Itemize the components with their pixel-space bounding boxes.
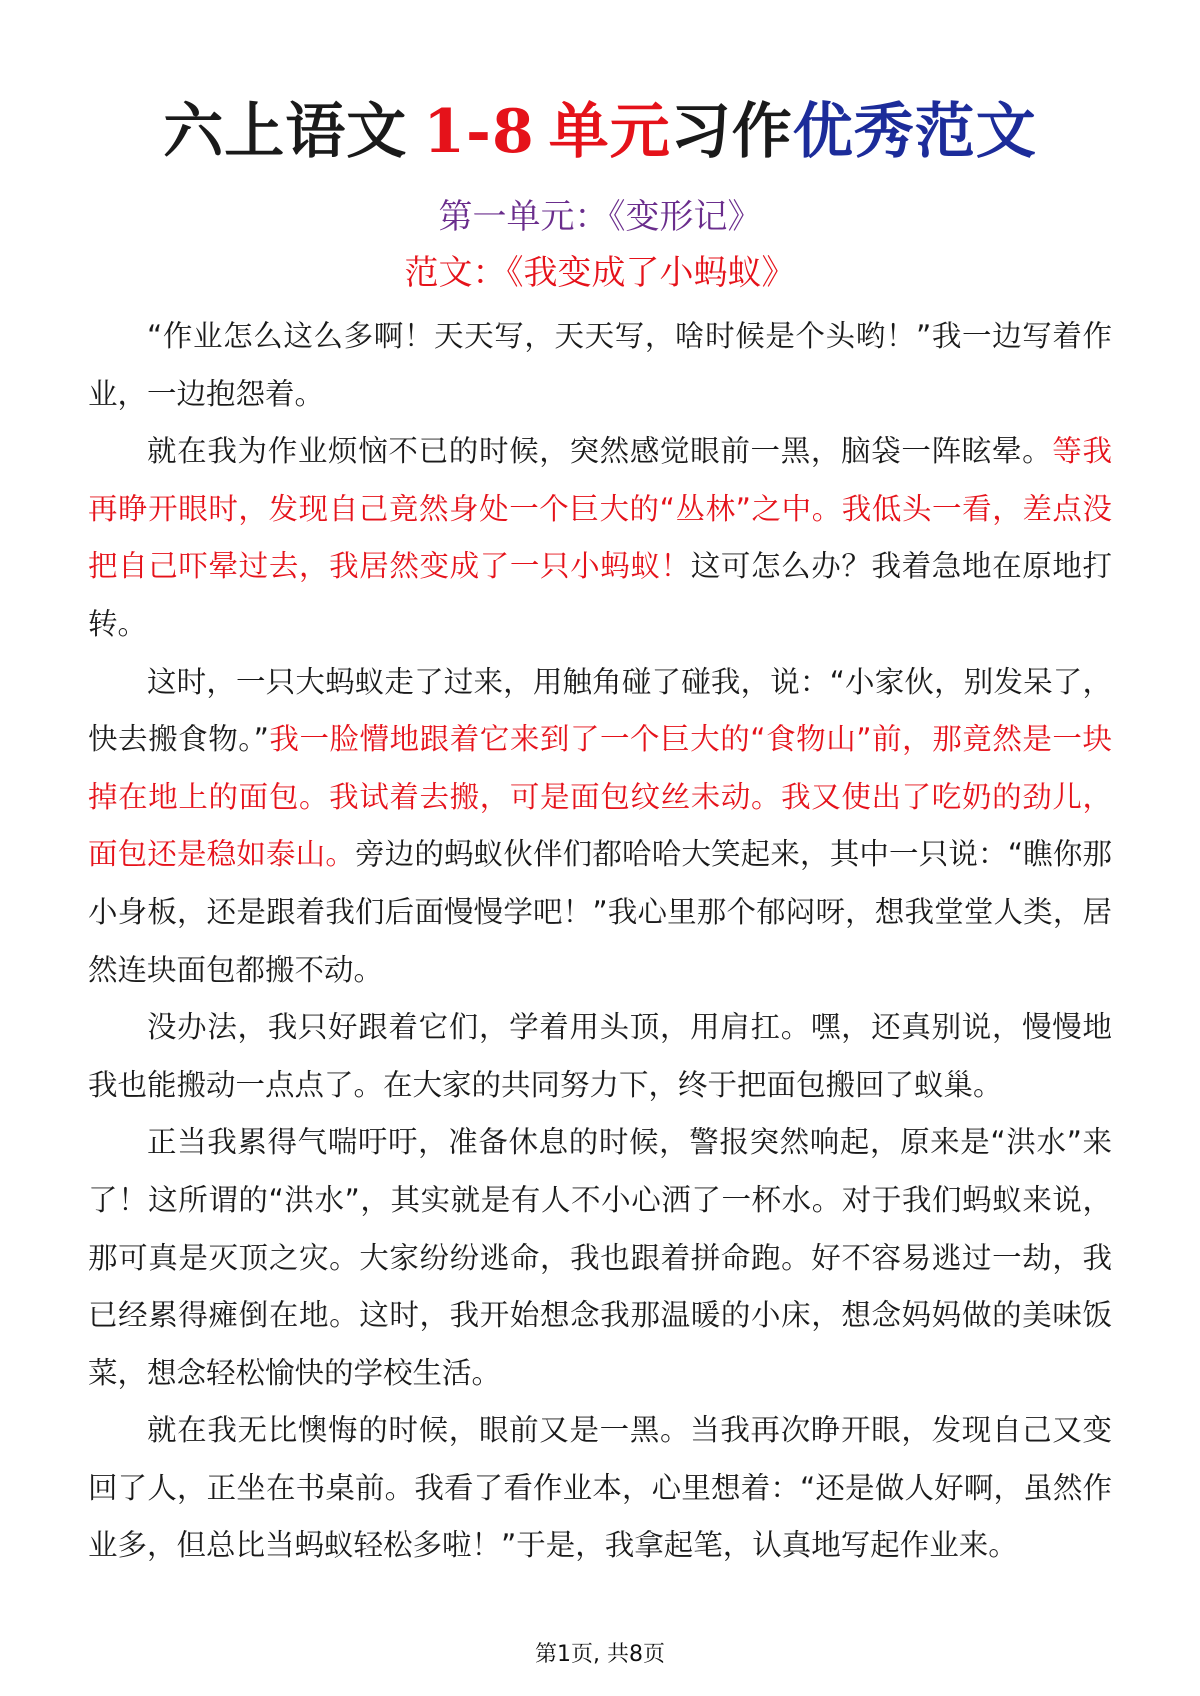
paragraph-text: 就在我无比懊悔的时候，眼前又是一黑。当我再次睁开眼，发现自己又变回了人，正坐在书桌前。我看了看作业本，心里想着：“还是做人好啊，虽然作业多，但总比当蚂蚁轻松多啦！”于是，我拿起笔，认真地写起作业来。 xyxy=(88,1413,1112,1563)
paragraph-text: 这可怎么办？我着急地在原地打转。 xyxy=(88,549,1112,641)
paragraph-text: 这时，一只大蚂蚁走了过来，用触角碰了碰我，说：“小家伙，别发呆了，快去搬食物。” xyxy=(88,664,1112,757)
title-part-5: 优秀范文 xyxy=(792,97,1037,167)
essay-body xyxy=(88,308,1112,1575)
paragraph-text: 正当我累得气喘吁吁，准备休息的时候，警报突然响起，原来是“洪水”来了！这所谓的“洪水”，其实就是有人不小心洒了一杯水。对于我们蚂蚁来说，那可真是灭顶之灾。大家纷纷逃命，我也跟着拼命跑。好不容易逃过一劫，我已经累得瘫倒在地。这时，我开始想念我那温暖的小床，想念妈妈做的美味饭菜，想念轻松愉快的学校生活。 xyxy=(88,1125,1112,1390)
title-part-1: 六上语文 xyxy=(163,97,408,167)
paragraph xyxy=(88,999,1112,1114)
essay-title: 范文：《我变成了小蚂蚁》 xyxy=(404,253,796,293)
paragraph-text: 旁边的蚂蚁伙伴们都哈哈大笑起来，其中一只说：“瞧你那小身板，还是跟着我们后面慢慢学吧！”我心里那个郁闷呀，想我堂堂人类，居然连块面包都搬不动。 xyxy=(88,837,1112,987)
paragraph xyxy=(88,1402,1112,1575)
paragraph xyxy=(88,308,1112,423)
paragraph xyxy=(88,423,1112,653)
paragraph-text: 没办法，我只好跟着它们，学着用头顶，用肩扛。嘿，还真别说，慢慢地我也能搬动一点点了。在大家的共同努力下，终于把面包搬回了蚁巢。 xyxy=(88,1010,1112,1102)
paragraph-text: 就在我为作业烦恼不已的时候，突然感觉眼前一黑，脑袋一阵眩晕。 xyxy=(147,434,1053,469)
page-title xyxy=(0,96,1200,168)
paragraph xyxy=(88,1114,1112,1402)
title-part-3: 单元 xyxy=(548,97,671,167)
title-part-4: 习作 xyxy=(670,97,793,167)
title-part-2: 1-8 xyxy=(423,97,535,167)
paragraph xyxy=(88,654,1112,1000)
paragraph-text: “作业怎么这么多啊！天天写，天天写，啥时候是个头哟！”我一边写着作业，一边抱怨着。 xyxy=(88,319,1112,411)
highlighted-text: 等我再睁开眼时，发现自己竟然身处一个巨大的“丛林”之中。我低头一看，差点没把自己吓晕过去，我居然变成了一只小蚂蚁！ xyxy=(88,434,1112,584)
unit-heading: 第一单元：《变形记》 xyxy=(438,197,762,237)
highlighted-text: 我一脸懵地跟着它来到了一个巨大的“食物山”前，那竟然是一块掉在地上的面包。我试着去搬，可是面包纹丝未动。我又使出了吃奶的劲儿，面包还是稳如泰山。 xyxy=(88,722,1112,872)
page-footer: 第1页, 共8页 xyxy=(535,1642,665,1667)
